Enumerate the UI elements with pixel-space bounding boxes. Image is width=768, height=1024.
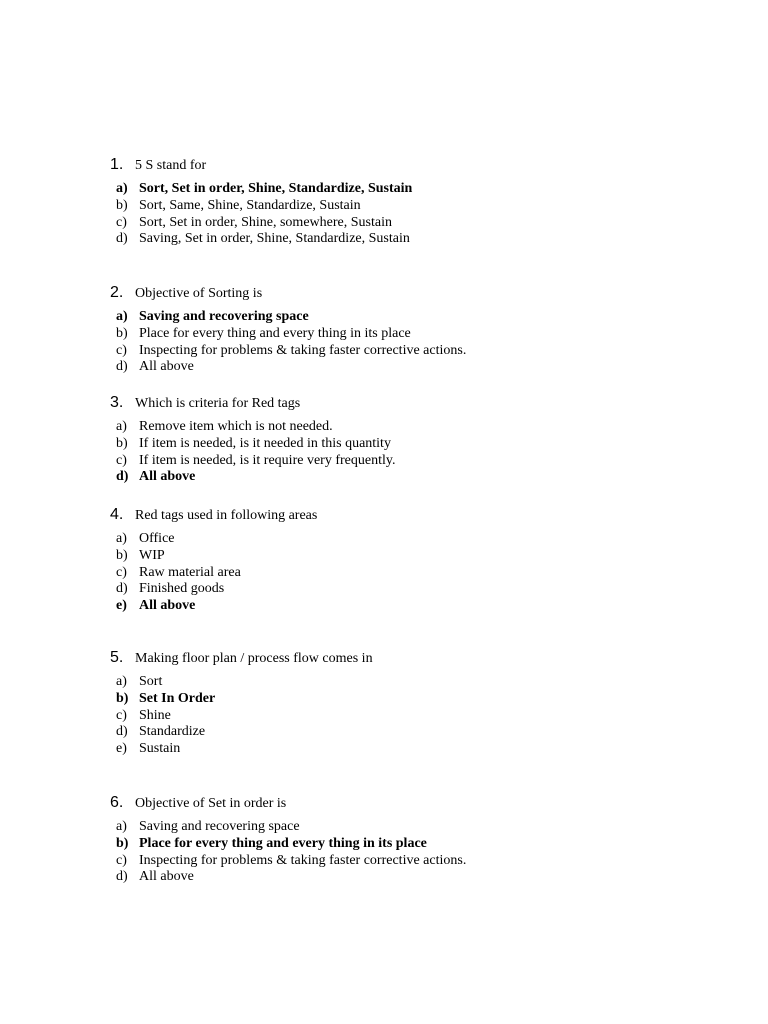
question-block xyxy=(0,156,768,248)
question-header xyxy=(0,394,768,416)
question-header xyxy=(0,284,768,306)
answer-option-correct xyxy=(0,598,768,615)
question-text: 5 S stand for xyxy=(135,158,207,173)
option-letter: a) xyxy=(116,419,127,434)
option-label: Saving and recovering space xyxy=(139,309,309,324)
question-text: Objective of Set in order is xyxy=(135,796,287,811)
option-label: Shine xyxy=(139,707,171,723)
question-number: 5. xyxy=(110,649,124,666)
answer-option xyxy=(0,359,768,376)
option-label: If item is needed, is it require very frequently. xyxy=(139,452,396,468)
answer-option xyxy=(0,819,768,836)
option-label: All above xyxy=(139,598,196,614)
option-list xyxy=(0,419,768,486)
option-label: Office xyxy=(139,531,175,546)
option-letter: c) xyxy=(116,852,127,868)
option-letter: e) xyxy=(116,741,127,757)
option-label: Finished goods xyxy=(139,581,225,597)
answer-option-correct xyxy=(0,469,768,486)
option-letter: d) xyxy=(116,231,128,247)
option-letter: a) xyxy=(116,674,127,689)
option-label: Sort, Set in order, Shine, somewhere, Sustain xyxy=(139,214,392,230)
answer-option-correct xyxy=(0,836,768,853)
option-letter: d) xyxy=(116,469,129,485)
question-block xyxy=(0,794,768,886)
question-number: 2. xyxy=(110,284,124,301)
answer-option xyxy=(0,565,768,582)
option-letter: d) xyxy=(116,359,128,375)
question-block xyxy=(0,284,768,376)
answer-option-correct xyxy=(0,691,768,708)
option-letter: a) xyxy=(116,181,128,196)
option-label: Place for every thing and every thing in its place xyxy=(139,835,427,851)
option-list xyxy=(0,531,768,615)
option-label: All above xyxy=(139,469,196,485)
answer-option xyxy=(0,741,768,758)
question-text: Making floor plan / process flow comes in xyxy=(135,651,373,666)
option-letter: a) xyxy=(116,531,127,546)
option-label: Sort, Same, Shine, Standardize, Sustain xyxy=(139,197,361,213)
option-letter: b) xyxy=(116,547,128,563)
question-number: 3. xyxy=(110,394,124,411)
answer-option xyxy=(0,198,768,215)
option-letter: b) xyxy=(116,325,128,341)
answer-option-correct xyxy=(0,309,768,326)
option-letter: b) xyxy=(116,835,129,851)
option-label: Place for every thing and every thing in its place xyxy=(139,325,411,341)
option-label: WIP xyxy=(139,547,165,563)
option-letter: c) xyxy=(116,214,127,230)
answer-option xyxy=(0,326,768,343)
option-label: Sort, Set in order, Shine, Standardize, Sustain xyxy=(139,181,413,196)
option-label: All above xyxy=(139,869,194,885)
answer-option xyxy=(0,215,768,232)
option-letter: d) xyxy=(116,724,128,740)
option-label: Saving and recovering space xyxy=(139,819,300,834)
answer-option xyxy=(0,674,768,691)
answer-option xyxy=(0,708,768,725)
question-header xyxy=(0,506,768,528)
answer-option xyxy=(0,436,768,453)
option-label: Sort xyxy=(139,674,163,689)
question-block xyxy=(0,649,768,758)
answer-option xyxy=(0,869,768,886)
option-label: All above xyxy=(139,359,194,375)
option-letter: b) xyxy=(116,197,128,213)
option-letter: a) xyxy=(116,819,127,834)
option-letter: b) xyxy=(116,435,128,451)
option-label: Sustain xyxy=(139,741,181,757)
option-list xyxy=(0,674,768,758)
question-number: 1. xyxy=(110,156,124,173)
question-text: Red tags used in following areas xyxy=(135,508,318,523)
option-letter: e) xyxy=(116,598,127,614)
question-text: Which is criteria for Red tags xyxy=(135,396,301,411)
option-list xyxy=(0,181,768,248)
answer-option-correct xyxy=(0,181,768,198)
option-letter: d) xyxy=(116,869,128,885)
question-header xyxy=(0,794,768,816)
option-letter: c) xyxy=(116,707,127,723)
option-label: Inspecting for problems & taking faster corrective actions. xyxy=(139,852,467,868)
option-label: If item is needed, is it needed in this quantity xyxy=(139,435,391,451)
option-label: Remove item which is not needed. xyxy=(139,419,333,434)
question-header xyxy=(0,156,768,178)
answer-option xyxy=(0,853,768,870)
option-letter: d) xyxy=(116,581,128,597)
option-letter: c) xyxy=(116,564,127,580)
option-label: Saving, Set in order, Shine, Standardize, Sustain xyxy=(139,231,410,247)
answer-option xyxy=(0,231,768,248)
option-label: Inspecting for problems & taking faster corrective actions. xyxy=(139,342,467,358)
option-letter: c) xyxy=(116,342,127,358)
answer-option xyxy=(0,581,768,598)
option-list xyxy=(0,309,768,376)
option-letter: b) xyxy=(116,690,129,706)
answer-option xyxy=(0,531,768,548)
question-text: Objective of Sorting is xyxy=(135,286,263,301)
question-block xyxy=(0,506,768,615)
answer-option xyxy=(0,343,768,360)
answer-option xyxy=(0,453,768,470)
answer-option xyxy=(0,548,768,565)
option-label: Raw material area xyxy=(139,564,241,580)
option-label: Standardize xyxy=(139,724,206,740)
question-header xyxy=(0,649,768,671)
question-block xyxy=(0,394,768,486)
option-letter: c) xyxy=(116,452,127,468)
answer-option xyxy=(0,724,768,741)
option-letter: a) xyxy=(116,309,128,324)
question-number: 6. xyxy=(110,794,124,811)
option-list xyxy=(0,819,768,886)
question-number: 4. xyxy=(110,506,124,523)
option-label: Set In Order xyxy=(139,690,216,706)
answer-option xyxy=(0,419,768,436)
